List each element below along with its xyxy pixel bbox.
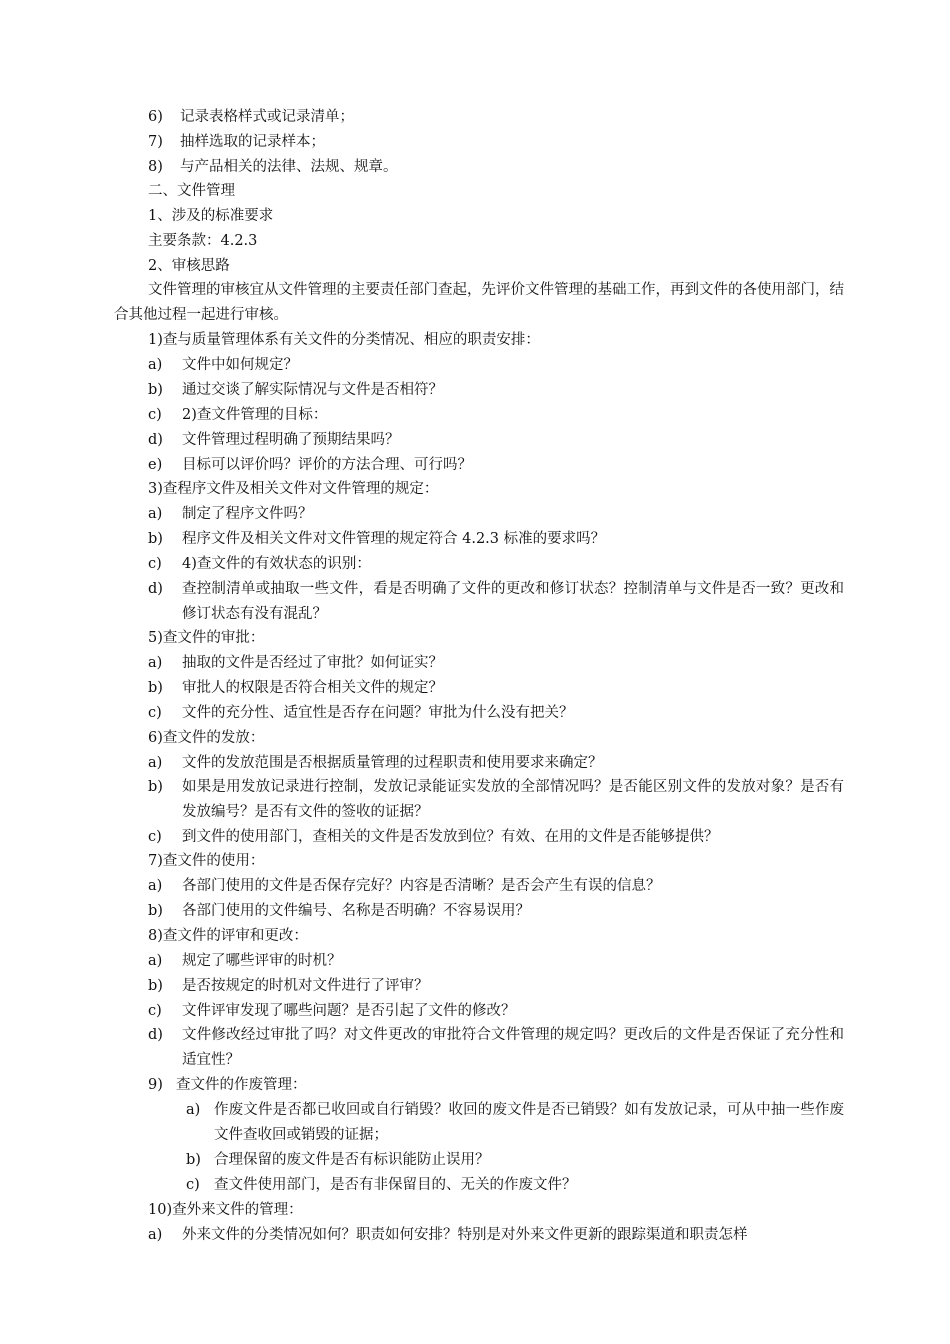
list-marker: c) bbox=[148, 705, 162, 721]
list-item-text: 文件管理过程明确了预期结果吗？ bbox=[182, 432, 400, 448]
list-marker: a) bbox=[148, 755, 163, 771]
list-marker: b) bbox=[148, 531, 163, 547]
list-item-text: 4)查文件的有效状态的识别： bbox=[182, 556, 371, 572]
list-marker: d) bbox=[148, 581, 163, 597]
list-item-text: 作废文件是否都已收回或自行销毁？收回的废文件是否已销毁？如有发放记录，可从中抽一些作废文件查收回或销毁的证据； bbox=[214, 1102, 844, 1143]
list-marker: b) bbox=[148, 382, 163, 398]
list-item-text: 与产品相关的法律、法规、规章。 bbox=[180, 159, 398, 175]
list-marker: 6) bbox=[148, 109, 163, 125]
list-marker: a) bbox=[148, 357, 163, 373]
list-marker: c) bbox=[148, 407, 162, 423]
list-item-text: 2)查文件管理的目标： bbox=[182, 407, 328, 423]
list-item-text: 是否按规定的时机对文件进行了评审？ bbox=[182, 978, 429, 994]
list-marker: a) bbox=[148, 506, 163, 522]
list-item-text: 如果是用发放记录进行控制，发放记录能证实发放的全部情况吗？是否能区别文件的发放对象？是否有发放编号？是否有文件的签收的证据？ bbox=[182, 779, 844, 820]
list-item-text: 通过交谈了解实际情况与文件是否相符？ bbox=[182, 382, 443, 398]
list-item-text: 文件的充分性、适宜性是否存在问题？审批为什么没有把关？ bbox=[182, 705, 574, 721]
list-item-text: 查控制清单或抽取一些文件，看是否明确了文件的更改和修订状态？控制清单与文件是否一致？更改和修订状态有没有混乱？ bbox=[182, 581, 844, 622]
paragraph-line: 1、涉及的标准要求 bbox=[148, 208, 274, 224]
list-item-text: 程序文件及相关文件对文件管理的规定符合 4.2.3 标准的要求吗？ bbox=[182, 531, 606, 547]
paragraph-line: 10)查外来文件的管理： bbox=[148, 1202, 303, 1218]
list-item-text: 合理保留的废文件是否有标识能防止误用？ bbox=[214, 1152, 490, 1168]
list-item-text: 文件修改经过审批了吗？对文件更改的审批符合文件管理的规定吗？更改后的文件是否保证了充分性和适宜性？ bbox=[182, 1027, 844, 1068]
list-marker: 8) bbox=[148, 159, 163, 175]
list-marker: c) bbox=[148, 1003, 162, 1019]
list-marker: a) bbox=[148, 878, 163, 894]
list-item-text: 审批人的权限是否符合相关文件的规定？ bbox=[182, 680, 443, 696]
list-marker: b) bbox=[148, 779, 163, 795]
list-item-text: 文件中如何规定？ bbox=[182, 357, 298, 373]
paragraph-line: 8)查文件的评审和更改： bbox=[148, 928, 308, 944]
paragraph-line: 主要条款：4.2.3 bbox=[148, 233, 258, 249]
list-marker: b) bbox=[186, 1152, 201, 1168]
list-marker: a) bbox=[148, 1227, 163, 1243]
list-item-text: 目标可以评价吗？评价的方法合理、可行吗？ bbox=[182, 457, 472, 473]
list-marker: b) bbox=[148, 903, 163, 919]
list-marker: b) bbox=[148, 978, 163, 994]
list-marker: a) bbox=[148, 953, 163, 969]
paragraph-line: 6)查文件的发放： bbox=[148, 730, 265, 746]
list-item-text: 文件评审发现了哪些问题？是否引起了文件的修改？ bbox=[182, 1003, 516, 1019]
list-item-text: 查文件的作废管理： bbox=[176, 1077, 307, 1093]
list-item-text: 外来文件的分类情况如何？职责如何安排？特别是对外来文件更新的跟踪渠道和职责怎样 bbox=[182, 1227, 748, 1243]
paragraph-line: 2、审核思路 bbox=[148, 258, 230, 274]
list-marker: a) bbox=[148, 655, 163, 671]
list-marker: c) bbox=[148, 829, 162, 845]
list-item-text: 抽样选取的记录样本； bbox=[180, 134, 325, 150]
list-marker: e) bbox=[148, 457, 163, 473]
list-item-text: 到文件的使用部门，查相关的文件是否发放到位？有效、在用的文件是否能够提供？ bbox=[182, 829, 719, 845]
list-item-text: 制定了程序文件吗？ bbox=[182, 506, 313, 522]
list-marker: a) bbox=[186, 1102, 201, 1118]
list-item-text: 记录表格样式或记录清单； bbox=[180, 109, 354, 125]
list-marker: c) bbox=[186, 1177, 200, 1193]
paragraph-line: 文件管理的审核宜从文件管理的主要责任部门查起，先评价文件管理的基础工作，再到文件的各使用部门，结合其他过程一起进行审核。 bbox=[114, 282, 844, 323]
list-item-text: 各部门使用的文件编号、名称是否明确？不容易误用？ bbox=[182, 903, 530, 919]
paragraph-line: 5)查文件的审批： bbox=[148, 630, 265, 646]
paragraph-line: 7)查文件的使用： bbox=[148, 853, 265, 869]
list-marker: c) bbox=[148, 556, 162, 572]
list-item-text: 各部门使用的文件是否保存完好？内容是否清晰？是否会产生有误的信息？ bbox=[182, 878, 661, 894]
list-marker: 9) bbox=[148, 1077, 163, 1093]
list-item-text: 查文件使用部门，是否有非保留目的、无关的作废文件？ bbox=[214, 1177, 577, 1193]
list-item-text: 规定了哪些评审的时机？ bbox=[182, 953, 342, 969]
list-item-text: 抽取的文件是否经过了审批？如何证实？ bbox=[182, 655, 443, 671]
list-marker: 7) bbox=[148, 134, 163, 150]
list-marker: d) bbox=[148, 432, 163, 448]
paragraph-line: 1)查与质量管理体系有关文件的分类情况、相应的职责安排： bbox=[148, 332, 540, 348]
list-marker: b) bbox=[148, 680, 163, 696]
list-item-text: 文件的发放范围是否根据质量管理的过程职责和使用要求来确定？ bbox=[182, 755, 603, 771]
list-marker: d) bbox=[148, 1027, 163, 1043]
paragraph-line: 3)查程序文件及相关文件对文件管理的规定： bbox=[148, 481, 439, 497]
paragraph-line: 二、文件管理 bbox=[148, 183, 235, 199]
